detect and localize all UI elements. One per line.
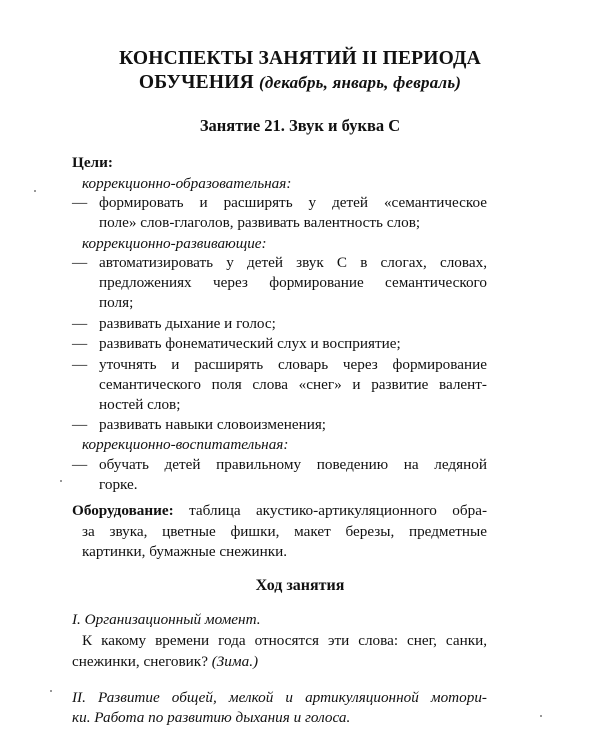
goal-item-line: поле» слов-глаголов, развивать валентность слов; xyxy=(99,214,421,231)
equipment-text: таблица акустико-артикуляционного обра- xyxy=(189,502,487,519)
goal-item-line: горке. xyxy=(99,476,138,493)
goals-section-educational: коррекционно-образовательная: xyxy=(82,175,292,192)
course-answer: (Зима.) xyxy=(211,653,259,670)
list-dash: — xyxy=(72,315,88,332)
page-title-line1: КОНСПЕКТЫ ЗАНЯТИЙ II ПЕРИОДА xyxy=(119,48,481,69)
list-dash: — xyxy=(72,254,88,271)
list-dash: — xyxy=(72,335,88,352)
course-part1-title: I. Организационный момент. xyxy=(72,611,261,628)
goals-label: Цели: xyxy=(72,154,113,171)
goals-section-upbringing: коррекционно-воспитательная: xyxy=(82,436,289,453)
course-part2-line: ки. Работа по развитию дыхания и голоса. xyxy=(72,709,351,726)
equipment-label: Оборудование: xyxy=(72,502,174,519)
goal-item-line: автоматизировать у детей звук С в слогах, словах, xyxy=(99,254,487,271)
page-title-line2 xyxy=(60,71,540,95)
course-title: Ход занятия xyxy=(255,577,345,594)
course-part1-line xyxy=(72,652,258,672)
goal-item-line: семантического поля слова «снег» и развитие валент- xyxy=(99,376,487,393)
goal-item-line: развивать фонематический слух и восприятие; xyxy=(99,335,401,352)
goal-item-line: ностей слов; xyxy=(99,396,181,413)
scan-speck xyxy=(34,190,36,192)
list-dash: — xyxy=(72,356,88,373)
scan-speck xyxy=(540,715,542,717)
goal-item-line: развивать навыки словоизменения; xyxy=(99,416,327,433)
equipment-line2: за звука, цветные фишки, макет березы, предметные xyxy=(82,523,487,540)
goal-item-line: предложениях через формирование семантического xyxy=(99,274,487,291)
equipment-line1 xyxy=(72,501,487,521)
lesson-title: Занятие 21. Звук и буква С xyxy=(199,116,401,135)
list-dash: — xyxy=(72,416,88,433)
goals-section-developmental: коррекционно-развивающие: xyxy=(82,235,267,252)
goal-item-line: поля; xyxy=(99,294,134,311)
course-question: снежинки, снеговик? xyxy=(72,653,208,670)
list-dash: — xyxy=(72,194,88,211)
goal-item-line: уточнять и расширять словарь через формирование xyxy=(99,356,487,373)
title-bold-part: ОБУЧЕНИЯ xyxy=(138,72,254,93)
title-italic-part: (декабрь, январь, февраль) xyxy=(258,73,462,92)
goal-item-line: обучать детей правильному поведению на ледяной xyxy=(99,456,487,473)
scan-speck xyxy=(50,690,52,692)
goal-item-line: формировать и расширять у детей «семантическое xyxy=(99,194,487,211)
goal-item-line: развивать дыхание и голос; xyxy=(99,315,276,332)
list-dash: — xyxy=(72,456,88,473)
course-part2-line: II. Развитие общей, мелкой и артикуляционной мотори- xyxy=(72,689,487,706)
equipment-line3: картинки, бумажные снежинки. xyxy=(82,543,288,560)
course-part1-line: К какому времени года относятся эти слова: снег, санки, xyxy=(82,632,487,649)
scan-speck xyxy=(60,480,62,482)
